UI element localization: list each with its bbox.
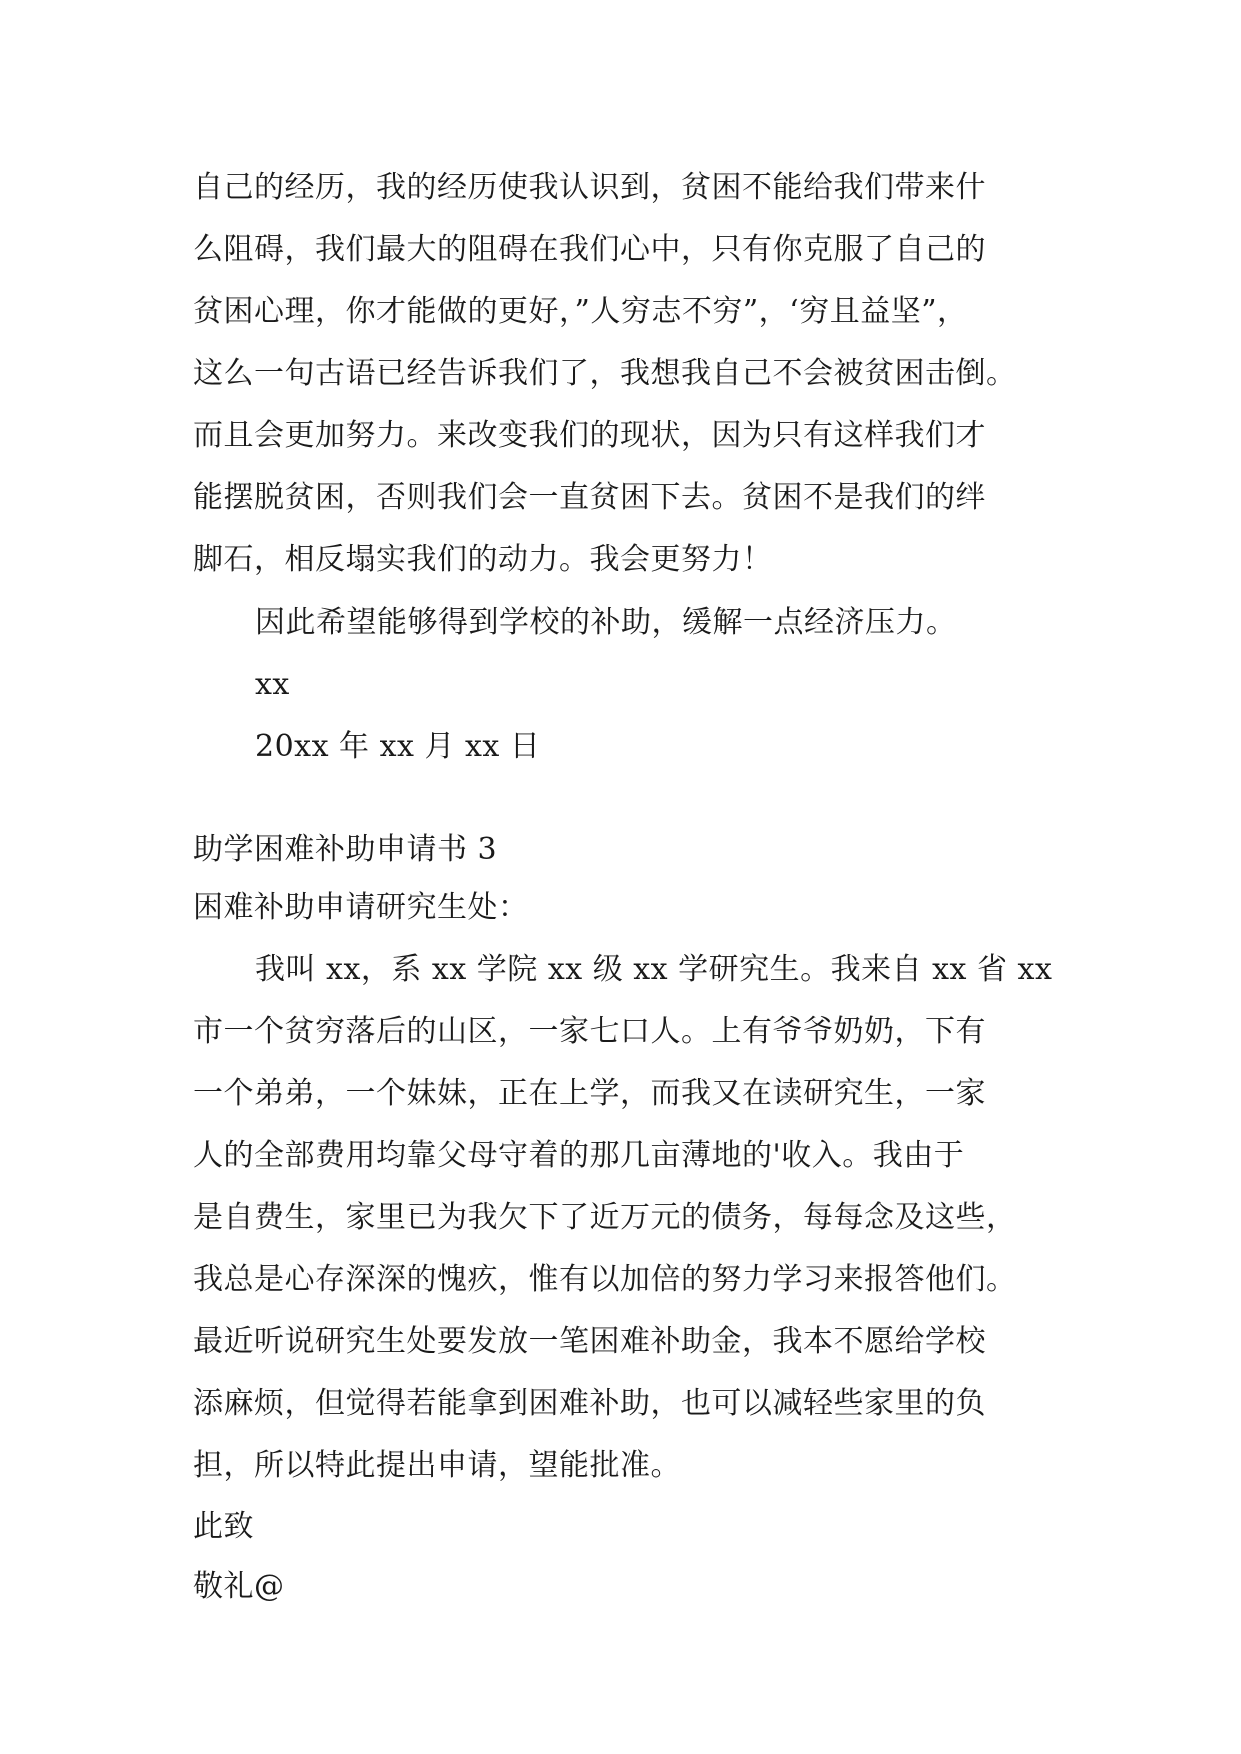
paragraph1-line-6: 能摆脱贫困，否则我们会一直贫困下去。贫困不是我们的绊 — [193, 480, 986, 515]
paragraph1-line-3: 贫困心理，你才能做的更好，”人穷志不穷”，‘穷且益坚”， — [193, 294, 968, 329]
closing2-line-1: 此致 — [193, 1509, 254, 1544]
paragraph1-line-2: 么阻碍，我们最大的阻碍在我们心中，只有你克服了自己的 — [193, 232, 986, 267]
paragraph1-line-5: 而且会更加努力。来改变我们的现状，因为只有这样我们才 — [193, 418, 986, 453]
paragraph2-line-5: 是自费生，家里已为我欠下了近万元的债务，每每念及这些， — [193, 1200, 1017, 1235]
section-title: 助学困难补助申请书 3 — [193, 832, 498, 867]
paragraph1-line-1: 自己的经历，我的经历使我认识到，贫困不能给我们带来什 — [193, 170, 986, 205]
signature1-name: xx — [255, 667, 290, 702]
paragraph2-line-4: 人的全部费用均靠父母守着的那几亩薄地的'收入。我由于 — [193, 1138, 965, 1173]
paragraph1-line-7: 脚石，相反塌实我们的动力。我会更努力！ — [193, 542, 773, 577]
closing1-text: 因此希望能够得到学校的补助，缓解一点经济压力。 — [255, 605, 957, 640]
signature1-date: 20xx 年 xx 月 xx 日 — [255, 729, 541, 764]
paragraph2-line-3: 一个弟弟，一个妹妹，正在上学，而我又在读研究生，一家 — [193, 1076, 986, 1111]
paragraph2-line-6: 我总是心存深深的愧疚，惟有以加倍的努力学习来报答他们。 — [193, 1262, 1017, 1297]
salutation: 困难补助申请研究生处： — [193, 890, 529, 925]
paragraph2-line-8: 添麻烦，但觉得若能拿到困难补助，也可以减轻些家里的负 — [193, 1386, 986, 1421]
paragraph2-line-7: 最近听说研究生处要发放一笔困难补助金，我本不愿给学校 — [193, 1324, 986, 1359]
closing2-line-2: 敬礼@ — [193, 1569, 285, 1604]
paragraph1-line-4: 这么一句古语已经告诉我们了，我想我自己不会被贫困击倒。 — [193, 356, 1017, 391]
paragraph2-line-2: 市一个贫穷落后的山区，一家七口人。上有爷爷奶奶，下有 — [193, 1014, 986, 1049]
paragraph2-line-1: 我叫 xx，系 xx 学院 xx 级 xx 学研究生。我来自 xx 省 xx — [255, 952, 1053, 987]
paragraph2-line-9: 担，所以特此提出申请，望能批准。 — [193, 1448, 681, 1483]
